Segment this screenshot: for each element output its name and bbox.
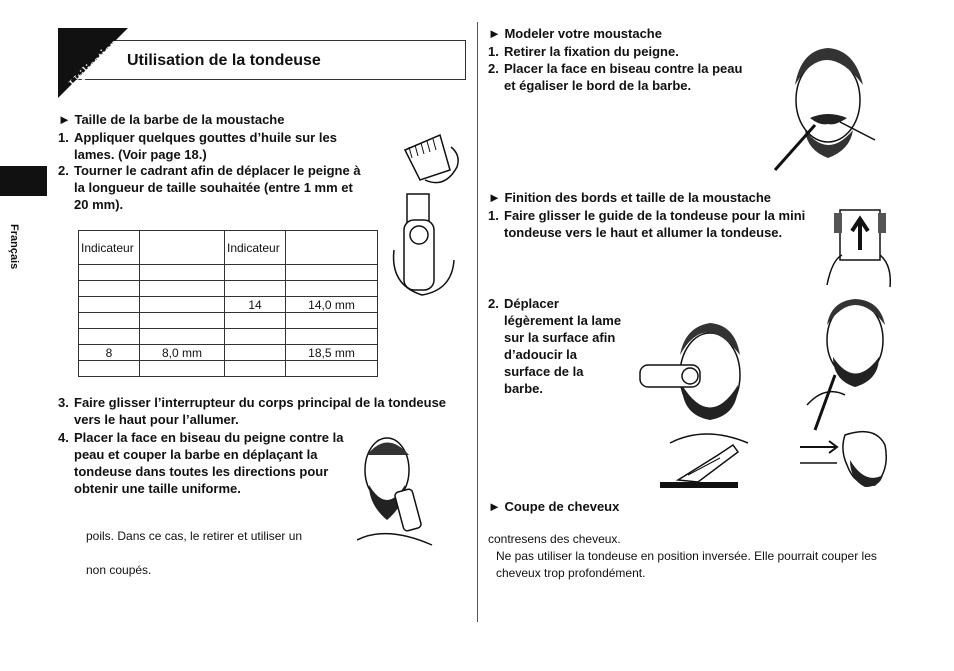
step-text: d’adoucir la (504, 347, 577, 362)
mini-trimmer-illustration (822, 205, 897, 290)
table-row (79, 329, 378, 345)
step-number: 4. (58, 430, 69, 445)
note-text: Ne pas utiliser la tondeuse en position inversée. Elle pourrait couper les (496, 549, 877, 563)
blade-angle-illustration (658, 440, 740, 492)
step-number: 2. (488, 296, 499, 311)
man-side-trimming-illustration (630, 315, 750, 445)
step-number: 2. (58, 163, 69, 178)
step-text: lames. (Voir page 18.) (74, 147, 207, 162)
step-number: 1. (488, 44, 499, 59)
man-edging-illustration (805, 295, 900, 435)
language-tab (0, 166, 47, 196)
step-text: obtenir une taille uniforme. (74, 481, 241, 496)
table-row (79, 281, 378, 297)
step-text: vers le haut pour l’allumer. (74, 412, 239, 427)
table-row: 14 14,0 mm (79, 297, 378, 313)
step-text: Faire glisser l’interrupteur du corps principal de la tondeuse (74, 395, 447, 410)
step-text: Placer la face en biseau du peigne contre la (74, 430, 344, 445)
table-header (140, 231, 225, 265)
note-text: contresens des cheveux. (488, 532, 621, 546)
note-text: poils. Dans ce cas, le retirer et utiliser un (86, 529, 303, 543)
column-divider (477, 22, 478, 622)
step-text: surface de la (504, 364, 584, 379)
table-header: Indicateur (225, 231, 286, 265)
step-text: et égaliser le bord de la barbe. (504, 78, 692, 93)
comb-oil-illustration (395, 125, 465, 190)
step-text: Placer la face en biseau contre la peau (504, 61, 743, 76)
step-number: 1. (488, 208, 499, 223)
table-row (79, 313, 378, 329)
trimmer-dial-illustration (392, 190, 462, 300)
table-row: 8 8,0 mm 18,5 mm (79, 345, 378, 361)
section-tab-label: Utilisation (66, 36, 123, 93)
section-heading: ► Coupe de cheveux (488, 499, 620, 514)
length-table (78, 230, 378, 377)
table-header: Indicateur (79, 231, 140, 265)
section-heading: ► Modeler votre moustache (488, 26, 662, 41)
language-label: Français (8, 224, 20, 270)
step-text: sur la surface afin (504, 330, 616, 345)
step-number: 2. (488, 61, 499, 76)
step-text: Tourner le cadrant afin de déplacer le peigne à (74, 163, 361, 178)
table-row (79, 361, 378, 377)
step-text: 20 mm). (74, 197, 124, 212)
note-text: non coupés. (86, 563, 152, 577)
step-text: tondeuse dans toutes les directions pour (74, 464, 329, 479)
step-text: Appliquer quelques gouttes d’huile sur les (74, 130, 337, 145)
step-number: 3. (58, 395, 69, 410)
step-text: barbe. (504, 381, 544, 396)
step-text: légèrement la lame (504, 313, 622, 328)
step-text: peau et couper la barbe en déplaçant la (74, 447, 318, 462)
step-text: la longueur de taille souhaitée (entre 1 mm et (74, 180, 353, 195)
step-text: Déplacer (504, 296, 559, 311)
section-heading: ► Finition des bords et taille de la moustache (488, 190, 772, 205)
man-moustache-illustration (765, 40, 895, 180)
section-heading: ► Taille de la barbe de la moustache (58, 112, 285, 127)
step-number: 1. (58, 130, 69, 145)
man-profile-neckline-illustration (795, 425, 895, 490)
table-header (286, 231, 378, 265)
step-text: Retirer la fixation du peigne. (504, 44, 679, 59)
page-title: Utilisation de la tondeuse (127, 52, 321, 69)
step-text: Faire glisser le guide de la tondeuse pour la mini (504, 208, 806, 223)
table-row (79, 265, 378, 281)
note-text: cheveux trop profondément. (496, 566, 646, 580)
step-text: tondeuse vers le haut et allumer la tondeuse. (504, 225, 783, 240)
man-trimming-beard-illustration (357, 430, 437, 550)
